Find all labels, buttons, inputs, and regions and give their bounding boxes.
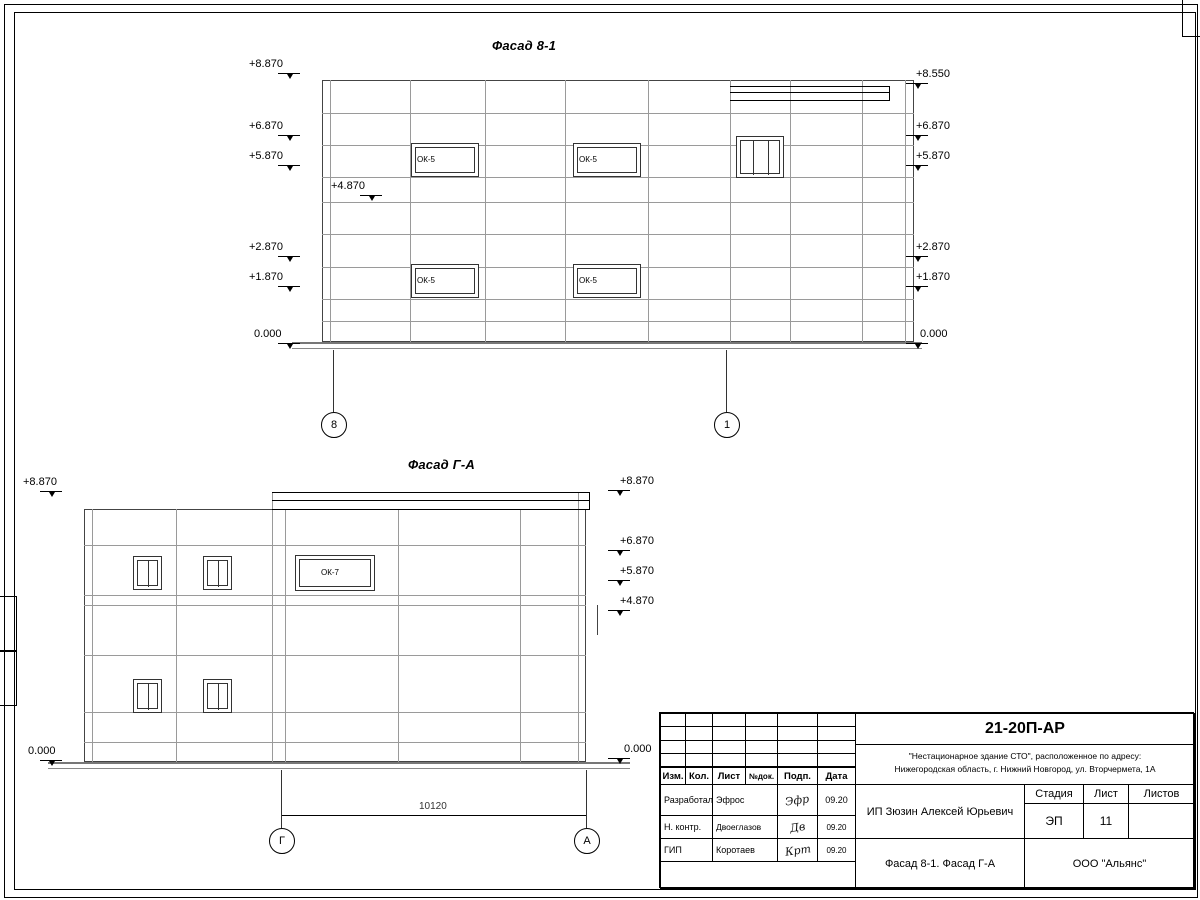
facade2-level-right-4: +4.870: [620, 595, 654, 607]
tb-list-header: Лист: [1083, 784, 1129, 804]
sheet-left-stub-2: [0, 650, 17, 706]
facade1-level-left-6: +1.870: [249, 271, 283, 283]
facade1-level-right-5: +1.870: [916, 271, 950, 283]
facade1-level-left-5: +2.870: [249, 241, 283, 253]
facade1-window-mullioned: [736, 136, 784, 178]
tb-row2-sign: [777, 815, 818, 839]
facade2-window-2: [203, 556, 232, 590]
tb-col-list: Лист: [712, 767, 746, 785]
facade1-window-1: [411, 143, 479, 177]
facade1-level-right-4: +2.870: [916, 241, 950, 253]
tb-row1-role: Разработал: [660, 784, 713, 816]
facade1-level-left-1: +8.870: [249, 58, 283, 70]
facade2-level-left-1: +8.870: [23, 476, 57, 488]
tb-col-podp: Подп.: [777, 767, 818, 785]
tb-list-value: 11: [1083, 803, 1129, 839]
facade2-dimension: 10120: [419, 801, 447, 812]
tb-col-ndok: №док.: [745, 767, 778, 785]
tb-object-description: [855, 744, 1195, 785]
title-block: [659, 712, 1194, 888]
facade1-level-left-3: +5.870: [249, 150, 283, 162]
tb-row2-date: 09.20: [817, 815, 856, 839]
facade2-axis-right: А: [574, 828, 600, 854]
facade2-level-right-1: +8.870: [620, 475, 654, 487]
facade1-window-1-label: ОК-5: [417, 155, 435, 164]
sheet-left-stub-1: [0, 596, 17, 652]
facade2-axis-left: Г: [269, 828, 295, 854]
facade1-window-4-label: ОК-5: [579, 276, 597, 285]
facade1-window-3-label: ОК-5: [417, 276, 435, 285]
tb-project-code: 21-20П-АР: [855, 713, 1195, 745]
tb-object-line1: "Нестационарное здание СТО", расположенное по адресу:: [908, 751, 1142, 761]
tb-col-izm: Изм.: [660, 767, 686, 785]
sheet-right-stub: [1182, 0, 1200, 37]
facade2-window-ok7: [295, 555, 375, 591]
tb-row2-signature: Дв: [788, 819, 807, 835]
tb-lists-header: Листов: [1128, 784, 1195, 804]
tb-row3-role: ГИП: [660, 838, 713, 862]
facade1-axis-right: 1: [714, 412, 740, 438]
facade1-level-right-2: +6.870: [916, 120, 950, 132]
facade1-level-right-1: +8.550: [916, 68, 950, 80]
facade1-window-2: [573, 143, 641, 177]
tb-object-line2: Нижегородская область, г. Нижний Новгород, ул. Вторчермета, 1А: [894, 764, 1156, 774]
tb-row2-role: Н. контр.: [660, 815, 713, 839]
facade2-window-3: [133, 679, 162, 713]
facade1-title: Фасад 8-1: [492, 38, 557, 53]
facade2-window-ok7-label: ОК-7: [321, 568, 339, 577]
tb-customer: ИП Зюзин Алексей Юрьевич: [855, 784, 1025, 839]
tb-row3-signature: Крт: [783, 841, 812, 859]
facade1-level-left-7: 0.000: [254, 328, 282, 340]
tb-col-data: Дата: [817, 767, 856, 785]
facade2-level-left-2: 0.000: [28, 745, 56, 757]
facade2-window-1: [133, 556, 162, 590]
tb-stage-value: ЭП: [1024, 803, 1084, 839]
tb-stage-header: Стадия: [1024, 784, 1084, 804]
tb-bottom-left-empty: [660, 861, 856, 889]
facade1-level-right-3: +5.870: [916, 150, 950, 162]
facade1-window-4: [573, 264, 641, 298]
facade1-axis-left: 8: [321, 412, 347, 438]
tb-lists-value: [1128, 803, 1195, 839]
tb-row1-sign: [777, 784, 818, 816]
facade1-level-right-6: 0.000: [920, 328, 948, 340]
tb-row3-name: Коротаев: [712, 838, 778, 862]
facade2-level-right-5: 0.000: [624, 743, 652, 755]
tb-col-kol: Кол.: [685, 767, 713, 785]
facade1-window-2-label: ОК-5: [579, 155, 597, 164]
facade2-level-right-3: +5.870: [620, 565, 654, 577]
tb-row3-sign: [777, 838, 818, 862]
tb-row1-signature: Эфр: [784, 791, 811, 809]
tb-row1-date: 09.20: [817, 784, 856, 816]
tb-row3-date: 09.20: [817, 838, 856, 862]
tb-row1-name: Эфрос: [712, 784, 778, 816]
facade2-title: Фасад Г-А: [408, 457, 475, 472]
tb-row2-name: Двоеглазов: [712, 815, 778, 839]
facade1-window-3: [411, 264, 479, 298]
facade2-wall: [84, 509, 586, 762]
facade1-level-left-4: +4.870: [331, 180, 365, 192]
facade1-level-left-2: +6.870: [249, 120, 283, 132]
facade2-window-4: [203, 679, 232, 713]
tb-company: ООО "Альянс": [1024, 838, 1195, 889]
tb-sheet-name: Фасад 8-1. Фасад Г-А: [855, 838, 1025, 889]
facade2-level-right-2: +6.870: [620, 535, 654, 547]
